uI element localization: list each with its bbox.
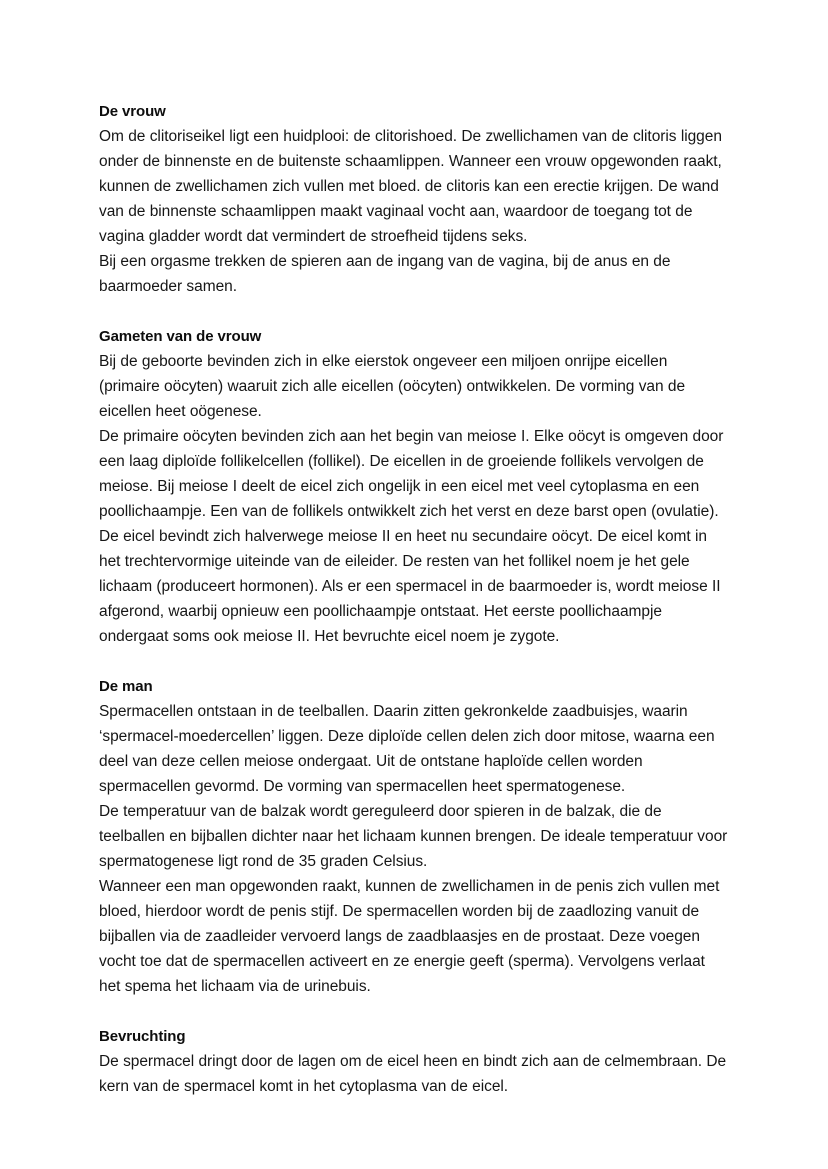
paragraph: Om de clitoriseikel ligt een huidplooi: de clitorishoed. De zwellichamen van de clitoris liggen onder de binnenste en de buitenste schaamlippen. Wanneer een vrouw opgewonden raakt, kunnen de zwellichamen zich vullen met bloed. de clitoris kan een erectie krijgen. De wand van de binnenste schaamlippen maakt vaginaal vocht aan, waardoor de toegang tot de vagina gladder wordt dat vermindert de stroefheid tijdens seks. — [99, 128, 722, 245]
document-text-column — [99, 99, 729, 1099]
section-de-man — [99, 674, 729, 999]
paragraph: De primaire oöcyten bevinden zich aan het begin van meiose I. Elke oöcyt is omgeven door een laag diploïde follikelcellen (follikel). De eicellen in de groeiende follikels vervolgen de meiose. Bij meiose I deelt de eicel zich ongelijk in een eicel met veel cytoplasma en een poollichaampje. Een van de follikels ontwikkelt zich het verst en deze barst open (ovulatie). De eicel bevindt zich halverwege meiose II en heet nu secundaire oöcyt. De eicel komt in het trechtervormige uiteinde van de eileider. De resten van het follikel noem je het gele lichaam (produceert hormonen). Als er een spermacel in de baarmoeder is, wordt meiose II afgerond, waarbij opnieuw een poollichaampje ontstaat. Het eerste poollichaampje ondergaat soms ook meiose II. Het bevruchte eicel noem je zygote. — [99, 428, 724, 645]
paragraph: De spermacel dringt door de lagen om de eicel heen en bindt zich aan de celmembraan. De kern van de spermacel komt in het cytoplasma van de eicel. — [99, 1053, 727, 1095]
paragraph: Spermacellen ontstaan in de teelballen. Daarin zitten gekronkelde zaadbuisjes, waarin ‘spermacel-moedercellen’ liggen. Deze diploïde cellen delen zich door mitose, waarna een deel van deze cellen meiose ondergaat. Uit de ontstane haploïde cellen worden spermacellen gevormd. De vorming van spermacellen heet spermatogenese. — [99, 703, 715, 795]
paragraph: Bij een orgasme trekken de spieren aan de ingang van de vagina, bij de anus en de baarmoeder samen. — [99, 253, 671, 295]
paragraph: Wanneer een man opgewonden raakt, kunnen de zwellichamen in de penis zich vullen met bloed, hierdoor wordt de penis stijf. De spermacellen worden bij de zaadlozing vanuit de bijballen via de zaadleider vervoerd langs de zaadblaasjes en de prostaat. Deze voegen vocht toe dat de spermacellen activeert en ze energie geeft (sperma). Vervolgens verlaat het spema het lichaam via de urinebuis. — [99, 878, 720, 995]
section-bevruchting — [99, 1024, 729, 1099]
section-heading-de-vrouw: De vrouw — [99, 103, 166, 120]
section-heading-de-man: De man — [99, 678, 153, 695]
section-gameten-van-de-vrouw — [99, 324, 729, 649]
section-heading-gameten-van-de-vrouw: Gameten van de vrouw — [99, 328, 262, 345]
paragraph: Bij de geboorte bevinden zich in elke eierstok ongeveer een miljoen onrijpe eicellen (primaire oöcyten) waaruit zich alle eicellen (oöcyten) ontwikkelen. De vorming van de eicellen heet oögenese. — [99, 353, 686, 420]
section-de-vrouw — [99, 99, 729, 299]
paragraph: De temperatuur van de balzak wordt gereguleerd door spieren in de balzak, die de teelballen en bijballen dichter naar het lichaam kunnen brengen. De ideale temperatuur voor spermatogenese ligt rond de 35 graden Celsius. — [99, 803, 728, 870]
section-heading-bevruchting: Bevruchting — [99, 1028, 186, 1045]
